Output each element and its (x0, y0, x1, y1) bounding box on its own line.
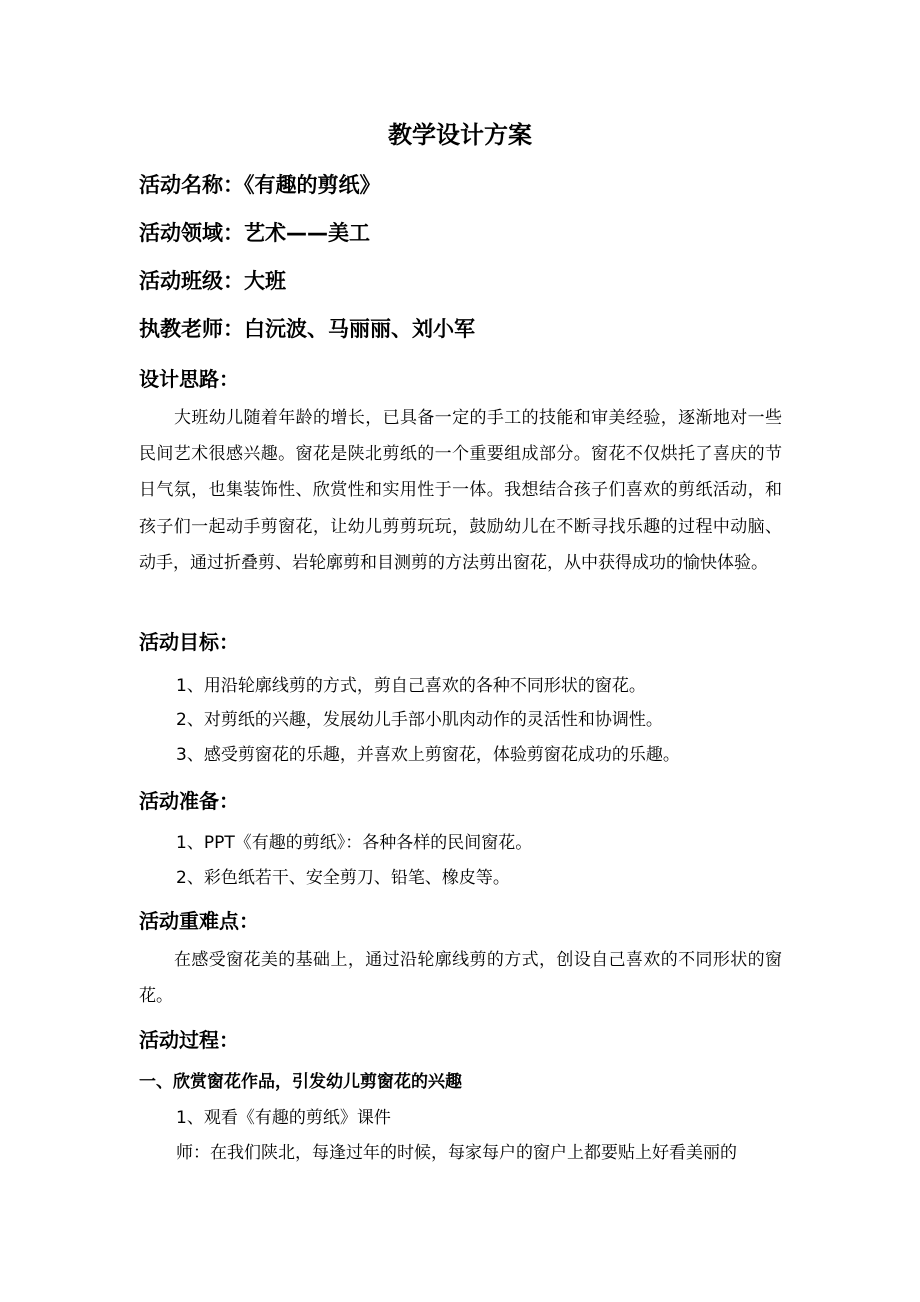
activity-class: 活动班级：大班 (139, 269, 286, 293)
preparation-item-1: 1、PPT《有趣的剪纸》：各种各样的民间窗花。 (176, 833, 533, 853)
teacher-line: 师：在我们陕北，每逢过年的时候，每家每户的窗户上都要贴上好看美丽的 (176, 1143, 737, 1163)
preparation-item-2: 2、彩色纸若干、安全剪刀、铅笔、橡皮等。 (176, 868, 510, 888)
process-step-1: 1、观看《有趣的剪纸》课件 (176, 1108, 391, 1128)
preparation-heading: 活动准备： (139, 789, 239, 813)
process-section-1: 一、欣赏窗花作品，引发幼儿剪窗花的兴趣 (139, 1072, 462, 1092)
goal-item-2: 2、对剪纸的兴趣，发展幼儿手部小肌肉动作的灵活性和协调性。 (176, 710, 663, 730)
activity-name: 活动名称：《有趣的剪纸》 (139, 173, 381, 197)
key-points-paragraph: 在感受窗花美的基础上，通过沿轮廓线剪的方式，创设自己喜欢的不同形状的窗花。 (139, 950, 782, 1007)
teachers: 执教老师：白沅波、马丽丽、刘小军 (139, 317, 475, 341)
key-points-heading: 活动重难点： (139, 909, 259, 933)
design-idea-heading: 设计思路： (139, 367, 239, 391)
goals-heading: 活动目标： (139, 630, 239, 654)
activity-field: 活动领域：艺术——美工 (139, 221, 370, 245)
goal-item-1: 1、用沿轮廓线剪的方式，剪自己喜欢的各种不同形状的窗花。 (176, 676, 646, 696)
document-title: 教学设计方案 (388, 121, 532, 149)
process-heading: 活动过程： (139, 1028, 239, 1052)
design-idea-paragraph: 大班幼儿随着年龄的增长，已具备一定的手工的技能和审美经验，逐渐地对一些民间艺术很感兴趣。窗花是陕北剪纸的一个重要组成部分。窗花不仅烘托了喜庆的节日气氛，也集装饰性、欣赏性和实用性于一体。我想结合孩子们喜欢的剪纸活动，和孩子们一起动手剪窗花，让幼儿剪剪玩玩，鼓励幼儿在不断寻找乐趣的过程中动脑、动手，通过折叠剪、岩轮廓剪和目测剪的方法剪出窗花，从中获得成功的愉快体验。 (139, 408, 782, 573)
goal-item-3: 3、感受剪窗花的乐趣，并喜欢上剪窗花，体验剪窗花成功的乐趣。 (176, 745, 680, 765)
